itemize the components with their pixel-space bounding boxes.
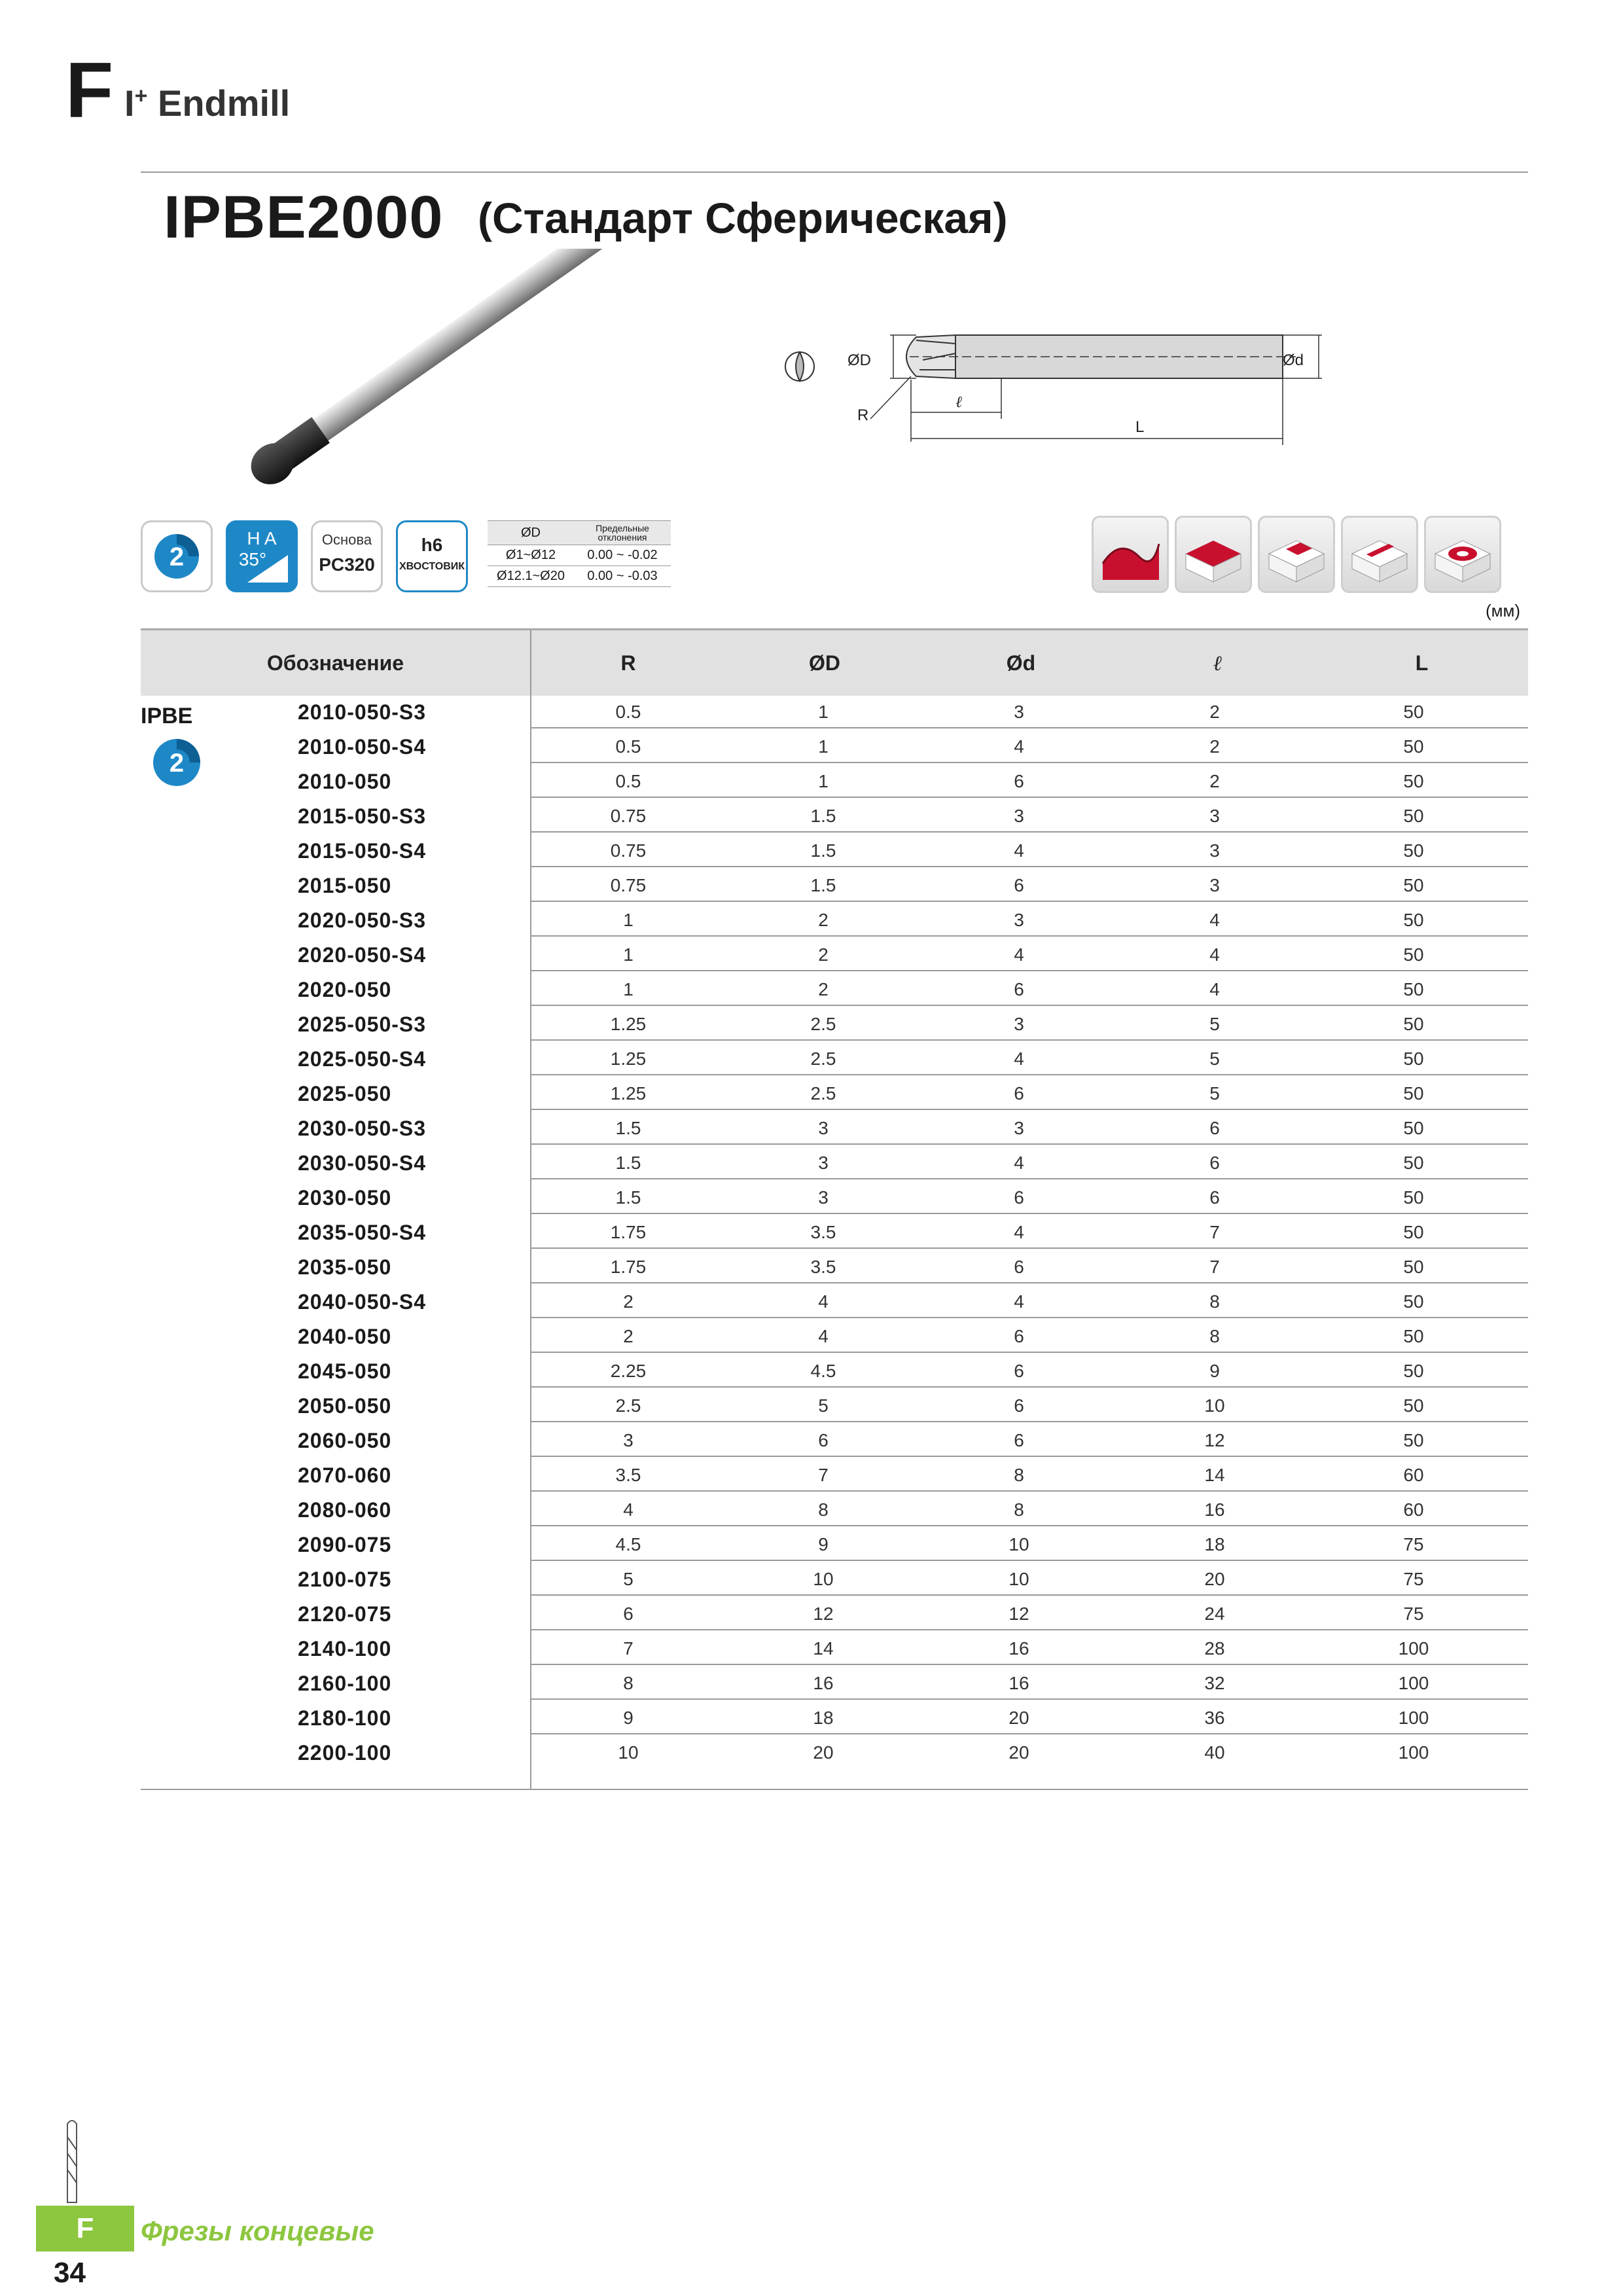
cell-D: 14 xyxy=(813,1638,834,1659)
endmill-photo xyxy=(223,249,720,511)
cell-L: 75 xyxy=(1403,1604,1424,1624)
cell-L: 50 xyxy=(1403,1395,1424,1416)
cell-d: 16 xyxy=(1008,1638,1029,1659)
cell-D: 2 xyxy=(818,979,829,999)
base-label: Основа xyxy=(321,531,372,548)
cell-l: 36 xyxy=(1204,1708,1225,1728)
header-l: ℓ xyxy=(1213,651,1222,675)
cell-R: 2 xyxy=(623,1326,633,1346)
cell-R: 4.5 xyxy=(615,1534,641,1554)
cell-l: 2 xyxy=(1209,771,1220,791)
cell-l: 4 xyxy=(1209,910,1220,930)
cell-l: 6 xyxy=(1209,1187,1220,1208)
table-row xyxy=(0,694,1623,728)
table-row xyxy=(0,1422,1623,1457)
cell-R: 1.25 xyxy=(610,1083,647,1103)
cell-l: 12 xyxy=(1204,1430,1225,1450)
row-code: 2100-075 xyxy=(298,1568,392,1591)
cell-D: 2.5 xyxy=(810,1014,836,1034)
cell-L: 50 xyxy=(1403,979,1424,999)
cell-L: 50 xyxy=(1403,1083,1424,1103)
cell-d: 4 xyxy=(1014,1049,1024,1069)
cell-R: 4 xyxy=(623,1499,633,1520)
footer-category: Фрезы концевые xyxy=(141,2215,374,2246)
cell-D: 4.5 xyxy=(810,1361,836,1381)
cell-R: 0.5 xyxy=(615,702,641,722)
cell-L: 60 xyxy=(1403,1499,1424,1520)
cell-R: 1 xyxy=(623,910,633,930)
cell-D: 1 xyxy=(818,771,829,791)
row-code: 2015-050 xyxy=(298,874,392,897)
row-code: 2015-050-S4 xyxy=(298,839,427,863)
row-code: 2050-050 xyxy=(298,1394,392,1418)
cell-D: 3.5 xyxy=(810,1257,836,1277)
series-flutes-number: 2 xyxy=(169,749,185,778)
table-row xyxy=(0,1665,1623,1700)
table-bottom-rule xyxy=(141,1789,1528,1790)
cell-d: 4 xyxy=(1014,840,1024,861)
table-row xyxy=(0,1249,1623,1283)
cell-d: 3 xyxy=(1014,910,1024,930)
row-code: 2040-050 xyxy=(298,1325,392,1348)
label-d: Ød xyxy=(1283,351,1304,369)
row-code: 2030-050 xyxy=(298,1186,392,1210)
cell-d: 12 xyxy=(1008,1604,1029,1624)
end-view-icon xyxy=(785,352,814,381)
cell-R: 3.5 xyxy=(615,1465,641,1485)
cell-D: 8 xyxy=(818,1499,829,1520)
table-header xyxy=(141,628,1528,696)
unit-label: (мм) xyxy=(1486,601,1521,620)
table-row xyxy=(0,1388,1623,1422)
table-row xyxy=(0,1110,1623,1145)
cell-L: 50 xyxy=(1403,840,1424,861)
cell-D: 3.5 xyxy=(810,1222,836,1242)
cell-D: 1.5 xyxy=(810,840,836,861)
table-row xyxy=(0,937,1623,971)
cell-R: 3 xyxy=(623,1430,633,1450)
cell-d: 6 xyxy=(1014,1257,1024,1277)
cell-R: 1.75 xyxy=(610,1222,647,1242)
row-code: 2070-060 xyxy=(298,1463,392,1487)
cell-R: 1.5 xyxy=(615,1118,641,1138)
row-code: 2030-050-S4 xyxy=(298,1151,427,1175)
product-code: IPBE2000 xyxy=(164,184,444,251)
table-row xyxy=(0,1561,1623,1596)
cell-L: 50 xyxy=(1403,702,1424,722)
cell-L: 50 xyxy=(1403,1430,1424,1450)
cell-L: 50 xyxy=(1403,1257,1424,1277)
label-D: ØD xyxy=(847,351,871,369)
header-d: Ød xyxy=(1006,651,1036,675)
table-row xyxy=(0,833,1623,867)
table-row xyxy=(0,1457,1623,1492)
row-code: 2140-100 xyxy=(298,1637,392,1660)
cell-d: 4 xyxy=(1014,944,1024,965)
row-code: 2010-050-S4 xyxy=(298,735,427,759)
cell-l: 3 xyxy=(1209,875,1220,895)
row-code: 2035-050 xyxy=(298,1255,392,1279)
cell-d: 6 xyxy=(1014,1395,1024,1416)
cell-l: 5 xyxy=(1209,1014,1220,1034)
cell-D: 1 xyxy=(818,736,829,757)
cell-R: 5 xyxy=(623,1569,633,1589)
row-code: 2020-050-S4 xyxy=(298,943,427,967)
cell-l: 6 xyxy=(1209,1153,1220,1173)
cell-L: 60 xyxy=(1403,1465,1424,1485)
section-letter: F xyxy=(65,46,114,134)
row-code: 2180-100 xyxy=(298,1706,392,1730)
cell-L: 50 xyxy=(1403,806,1424,826)
tol-header-deviation: Предельные отклонения xyxy=(574,521,671,545)
tol-range: Ø1~Ø12 xyxy=(488,545,574,566)
cell-l: 14 xyxy=(1204,1465,1225,1485)
cell-d: 3 xyxy=(1014,702,1024,722)
application-drilling-icon xyxy=(1424,516,1501,593)
cell-d: 4 xyxy=(1014,1153,1024,1173)
cell-R: 1.25 xyxy=(610,1014,647,1034)
cell-d: 10 xyxy=(1008,1534,1029,1554)
page-number: 34 xyxy=(54,2257,86,2289)
cell-D: 2.5 xyxy=(810,1049,836,1069)
cell-R: 1.5 xyxy=(615,1153,641,1173)
table-row xyxy=(0,1179,1623,1214)
table-row xyxy=(0,763,1623,798)
cell-D: 2.5 xyxy=(810,1083,836,1103)
section-title-prefix: I xyxy=(124,82,135,124)
tolerance-table xyxy=(488,520,671,587)
cell-l: 8 xyxy=(1209,1291,1220,1312)
table-row xyxy=(0,1006,1623,1041)
cell-L: 75 xyxy=(1403,1534,1424,1554)
header-R: R xyxy=(620,651,636,675)
helix-label: H A xyxy=(247,528,277,548)
cell-R: 0.5 xyxy=(615,736,641,757)
cell-L: 50 xyxy=(1403,1014,1424,1034)
cell-d: 6 xyxy=(1014,771,1024,791)
cell-l: 2 xyxy=(1209,736,1220,757)
application-profiling-icon xyxy=(1092,516,1169,593)
cell-D: 2 xyxy=(818,944,829,965)
shank-tol: h6 xyxy=(421,535,443,555)
cell-l: 10 xyxy=(1204,1395,1225,1416)
cell-d: 6 xyxy=(1014,1083,1024,1103)
cell-l: 20 xyxy=(1204,1569,1225,1589)
row-code: 2200-100 xyxy=(298,1741,392,1765)
row-code: 2160-100 xyxy=(298,1672,392,1695)
base-material-icon xyxy=(311,520,383,592)
cell-D: 10 xyxy=(813,1569,834,1589)
cell-R: 0.75 xyxy=(610,875,647,895)
cell-l: 5 xyxy=(1209,1049,1220,1069)
cell-L: 50 xyxy=(1403,771,1424,791)
cell-d: 3 xyxy=(1014,1014,1024,1034)
cell-D: 7 xyxy=(818,1465,829,1485)
cell-d: 20 xyxy=(1008,1742,1029,1763)
row-code: 2010-050 xyxy=(298,770,392,793)
flutes-icon xyxy=(141,520,213,592)
cell-D: 3 xyxy=(818,1118,829,1138)
cell-L: 75 xyxy=(1403,1569,1424,1589)
header-D: ØD xyxy=(809,651,840,675)
cell-D: 1 xyxy=(818,702,829,722)
table-row xyxy=(0,1596,1623,1630)
cell-d: 4 xyxy=(1014,736,1024,757)
section-title-rest: Endmill xyxy=(147,82,291,124)
cell-d: 6 xyxy=(1014,1361,1024,1381)
cell-d: 16 xyxy=(1008,1673,1029,1693)
cell-R: 0.5 xyxy=(615,771,641,791)
cell-L: 50 xyxy=(1403,1222,1424,1242)
table-row xyxy=(0,1734,1623,1769)
cell-l: 32 xyxy=(1204,1673,1225,1693)
cell-d: 8 xyxy=(1014,1499,1024,1520)
cell-l: 18 xyxy=(1204,1534,1225,1554)
cell-d: 8 xyxy=(1014,1465,1024,1485)
cell-D: 18 xyxy=(813,1708,834,1728)
cell-l: 24 xyxy=(1204,1604,1225,1624)
row-code: 2010-050-S3 xyxy=(298,700,427,724)
cell-L: 50 xyxy=(1403,1049,1424,1069)
table-row xyxy=(0,971,1623,1006)
cell-L: 50 xyxy=(1403,736,1424,757)
cell-L: 50 xyxy=(1403,1118,1424,1138)
header-designation: Обозначение xyxy=(266,651,404,675)
cell-L: 50 xyxy=(1403,1153,1424,1173)
cell-D: 6 xyxy=(818,1430,829,1450)
cell-L: 100 xyxy=(1398,1638,1429,1659)
table-row xyxy=(0,1353,1623,1388)
cell-l: 7 xyxy=(1209,1257,1220,1277)
cell-R: 8 xyxy=(623,1673,633,1693)
table-row xyxy=(0,1283,1623,1318)
cell-R: 0.75 xyxy=(610,840,647,861)
table-row xyxy=(0,1526,1623,1561)
table-row xyxy=(0,902,1623,937)
cell-d: 6 xyxy=(1014,979,1024,999)
cell-l: 7 xyxy=(1209,1222,1220,1242)
cell-d: 3 xyxy=(1014,1118,1024,1138)
cell-R: 2 xyxy=(623,1291,633,1312)
header-divider xyxy=(141,171,1528,173)
row-code: 2120-075 xyxy=(298,1602,392,1626)
cell-D: 1.5 xyxy=(810,875,836,895)
table-row xyxy=(0,728,1623,763)
cell-l: 3 xyxy=(1209,806,1220,826)
cell-D: 2 xyxy=(818,910,829,930)
table-row xyxy=(0,867,1623,902)
cell-D: 12 xyxy=(813,1604,834,1624)
cell-l: 4 xyxy=(1209,979,1220,999)
cell-R: 1.25 xyxy=(610,1049,647,1069)
row-code: 2080-060 xyxy=(298,1498,392,1522)
cell-l: 40 xyxy=(1204,1742,1225,1763)
cell-R: 0.75 xyxy=(610,806,647,826)
table-row xyxy=(0,798,1623,833)
cell-d: 6 xyxy=(1014,875,1024,895)
flutes-number: 2 xyxy=(169,543,185,571)
cell-L: 50 xyxy=(1403,910,1424,930)
row-code: 2020-050 xyxy=(298,978,392,1001)
tol-value: 0.00 ~ -0.03 xyxy=(574,566,671,587)
cell-l: 8 xyxy=(1209,1326,1220,1346)
table-row xyxy=(0,1318,1623,1353)
shank-label: ХВОСТОВИК xyxy=(399,561,465,572)
product-subtitle: (Стандарт Сферическая) xyxy=(478,194,1008,242)
cell-l: 9 xyxy=(1209,1361,1220,1381)
cell-d: 10 xyxy=(1008,1569,1029,1589)
row-code: 2035-050-S4 xyxy=(298,1221,427,1244)
cell-R: 6 xyxy=(623,1604,633,1624)
table-row xyxy=(0,1700,1623,1734)
label-R: R xyxy=(857,406,869,424)
row-code: 2090-075 xyxy=(298,1533,392,1556)
cell-D: 16 xyxy=(813,1673,834,1693)
cell-D: 1.5 xyxy=(810,806,836,826)
table-row xyxy=(0,1214,1623,1249)
table-row xyxy=(0,1041,1623,1075)
helix-angle-icon xyxy=(226,520,298,592)
footer-endmill-icon xyxy=(56,2117,88,2206)
cell-l: 3 xyxy=(1209,840,1220,861)
cell-d: 6 xyxy=(1014,1326,1024,1346)
cell-L: 50 xyxy=(1403,1187,1424,1208)
cell-d: 3 xyxy=(1014,806,1024,826)
row-code: 2025-050 xyxy=(298,1082,392,1105)
table-row xyxy=(0,1145,1623,1179)
cell-d: 4 xyxy=(1014,1222,1024,1242)
cell-l: 28 xyxy=(1204,1638,1225,1659)
cell-l: 5 xyxy=(1209,1083,1220,1103)
cell-l: 16 xyxy=(1204,1499,1225,1520)
cell-D: 20 xyxy=(813,1742,834,1763)
application-shoulder-icon xyxy=(1258,516,1335,593)
cell-L: 50 xyxy=(1403,944,1424,965)
cell-L: 50 xyxy=(1403,1361,1424,1381)
series-label: IPBE xyxy=(141,704,193,728)
label-L: L xyxy=(1135,418,1145,436)
row-code: 2045-050 xyxy=(298,1359,392,1383)
cell-D: 3 xyxy=(818,1153,829,1173)
row-code: 2040-050-S4 xyxy=(298,1290,427,1314)
cell-d: 20 xyxy=(1008,1708,1029,1728)
cell-D: 9 xyxy=(818,1534,829,1554)
cell-R: 1 xyxy=(623,979,633,999)
row-code: 2060-050 xyxy=(298,1429,392,1452)
tol-value: 0.00 ~ -0.02 xyxy=(574,545,671,566)
row-code: 2030-050-S3 xyxy=(298,1117,427,1140)
cell-d: 6 xyxy=(1014,1430,1024,1450)
cell-L: 50 xyxy=(1403,875,1424,895)
cell-D: 3 xyxy=(818,1187,829,1208)
tol-header-D: ØD xyxy=(488,521,574,545)
cell-L: 100 xyxy=(1398,1708,1429,1728)
header-L: L xyxy=(1415,651,1429,675)
cell-D: 4 xyxy=(818,1326,829,1346)
cell-d: 4 xyxy=(1014,1291,1024,1312)
tol-range: Ø12.1~Ø20 xyxy=(488,566,574,587)
cell-d: 6 xyxy=(1014,1187,1024,1208)
table-row xyxy=(0,1492,1623,1526)
technical-drawing xyxy=(759,314,1440,452)
cell-R: 1.75 xyxy=(610,1257,647,1277)
cell-D: 4 xyxy=(818,1291,829,1312)
row-code: 2020-050-S3 xyxy=(298,908,427,932)
cell-D: 5 xyxy=(818,1395,829,1416)
cell-l: 4 xyxy=(1209,944,1220,965)
row-code: 2025-050-S4 xyxy=(298,1047,427,1071)
table-row xyxy=(0,1630,1623,1665)
cell-R: 9 xyxy=(623,1708,633,1728)
cell-R: 2.25 xyxy=(610,1361,647,1381)
row-code: 2015-050-S3 xyxy=(298,804,427,828)
cell-l: 2 xyxy=(1209,702,1220,722)
section-title-sup: + xyxy=(134,83,148,109)
base-value: PC320 xyxy=(319,554,375,575)
cell-R: 1 xyxy=(623,944,633,965)
application-face-milling-icon xyxy=(1175,516,1252,593)
cell-R: 2.5 xyxy=(615,1395,641,1416)
application-slotting-icon xyxy=(1341,516,1418,593)
cell-L: 50 xyxy=(1403,1291,1424,1312)
helix-value: 35° xyxy=(238,549,267,569)
row-code: 2025-050-S3 xyxy=(298,1013,427,1036)
cell-L: 100 xyxy=(1398,1742,1429,1763)
label-l: ℓ xyxy=(955,394,962,411)
cell-l: 6 xyxy=(1209,1118,1220,1138)
footer-section-tab: F xyxy=(36,2206,134,2251)
cell-R: 1.5 xyxy=(615,1187,641,1208)
table-row xyxy=(0,1075,1623,1110)
cell-R: 7 xyxy=(623,1638,633,1659)
cell-L: 50 xyxy=(1403,1326,1424,1346)
cell-R: 10 xyxy=(618,1742,639,1763)
section-title xyxy=(124,82,290,124)
shank-tolerance-icon xyxy=(396,520,468,592)
cell-L: 100 xyxy=(1398,1673,1429,1693)
